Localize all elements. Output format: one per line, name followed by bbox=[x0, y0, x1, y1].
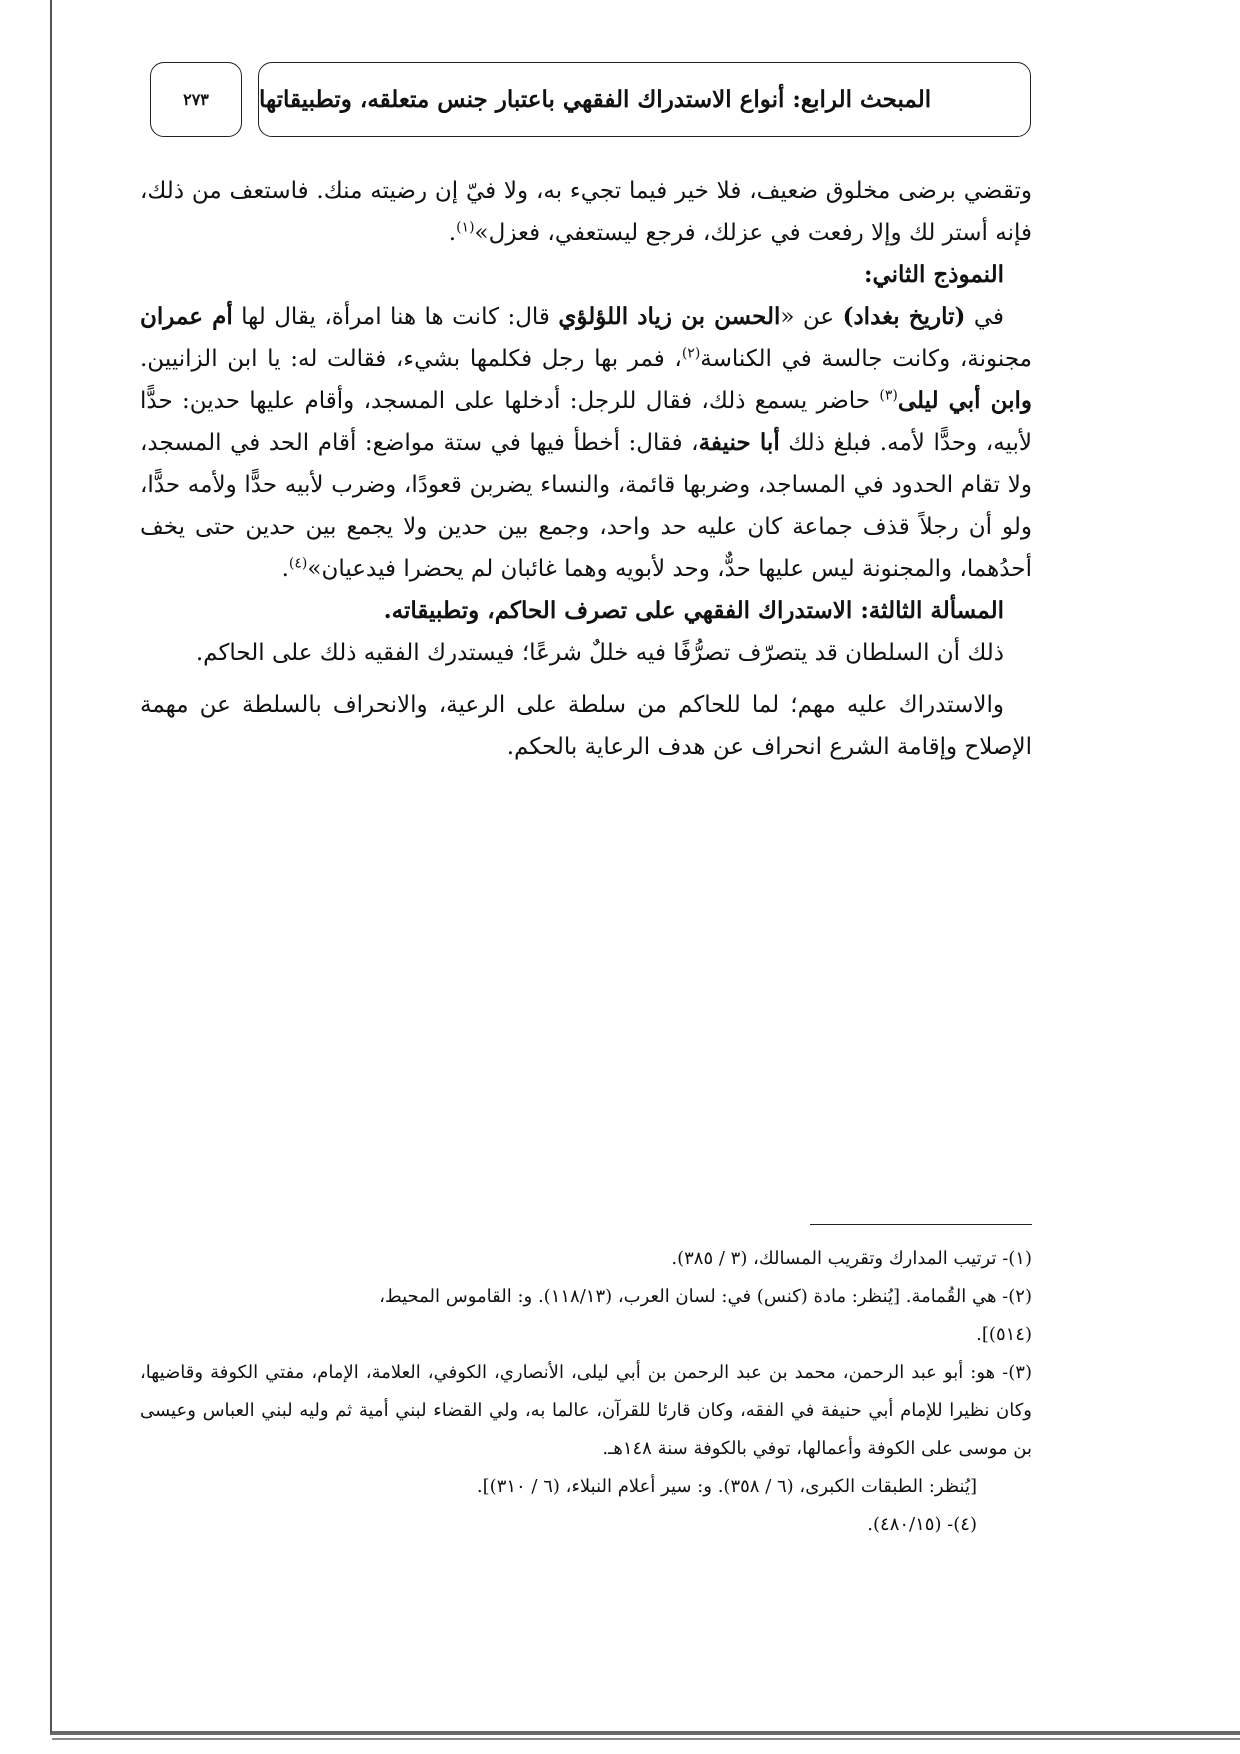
paragraph-3: ذلك أن السلطان قد يتصرّف تصرُّفًا فيه خللٌ شرعًا؛ فيستدرك الفقيه ذلك على الحاكم. bbox=[195, 640, 1004, 666]
paragraph-2-part-e: ، فمر بها رجل فكلمها بشيء، فقالت له: يا ابن الزانيين. bbox=[140, 346, 682, 372]
footnote-3-references: [يُنظر: الطبقات الكبرى، (٦ / ٣٥٨). و: سير أعلام النبلاء، (٦ / ٣١٠)]. bbox=[476, 1476, 977, 1497]
footnote-ref-4: (٤) bbox=[288, 555, 308, 572]
paragraph-2-part-g: ، فقال: أخطأ فيها في ستة مواضع: أقام الحد في المسجد، ولا تقام الحدود في المساجد، وضربها قائمة، والنساء يضربن قعودًا، وضرب لأبيه حدًّا ولأمه حدًّا، ولو أن رجلاً قذف جماعة كان عليه حد واحد، وجمع بين حدين ولا يجمع بين حدين حتى يخف أحدُهما، والمجنونة ليس عليها حدٌّ، وحد لأبويه وهما غائبان لم يحضرا فيدعيان» bbox=[140, 430, 1032, 582]
heading-model-2: النموذج الثاني: bbox=[863, 261, 1004, 288]
paragraph-2-end: . bbox=[281, 556, 289, 582]
footnotes bbox=[140, 1240, 1032, 1544]
footnote-ref-2: (٢) bbox=[681, 345, 701, 362]
running-header bbox=[258, 62, 1031, 137]
source-title: (تاريخ بغداد) bbox=[842, 303, 966, 330]
person-name-2: أم عمران bbox=[140, 303, 233, 330]
page-number bbox=[150, 62, 242, 137]
paragraph-2-part-a: في bbox=[965, 304, 1004, 330]
footnote-ref-1: (١) bbox=[456, 219, 475, 236]
paragraph-1 bbox=[140, 170, 1032, 254]
footnote-3: (٣)- هو: أبو عبد الرحمن، محمد بن عبد الرحمن بن أبي ليلى، الأنصاري، الكوفي، العلامة، الإمام، مفتي الكوفة وقاضيها، وكان نظيرا للإمام أبي حنيفة في الفقه، وكان قارئا للقرآن، عالما به، ولي القضاء لبني أمية ثم وليه لبني العباس وعيسى بن موسى على الكوفة وأعمالها، توفي بالكوفة سنة ١٤٨هـ. bbox=[140, 1362, 1032, 1459]
page-number-text: ٢٧٣ bbox=[183, 90, 209, 109]
footnote-4: (٤)- (٤٨٠/١٥). bbox=[867, 1514, 977, 1535]
person-name-3: وابن أبي ليلى bbox=[897, 387, 1032, 414]
running-header-title: المبحث الرابع: أنواع الاستدراك الفقهي باعتبار جنس متعلقه، وتطبيقاتها bbox=[259, 86, 932, 113]
paragraph-2-part-b: عن « bbox=[780, 304, 843, 330]
paragraph-2-part-d: مجنونة، وكانت جالسة في الكناسة bbox=[700, 346, 1032, 372]
main-text bbox=[140, 170, 1032, 768]
paragraph-2-part-f: حاضر يسمع ذلك، فقال للرجل: أدخلها على المسجد، وأقام عليها حدين: حدًّا لأبيه، وحدًّا لأمه. فبلغ ذلك bbox=[140, 388, 1032, 456]
footnote-2: (٢)- هي القُمامة. [يُنظر: مادة (كنس) في: لسان العرب، (١١٨/١٣). و: القاموس المحيط، bbox=[379, 1286, 1032, 1307]
footnote-1: (١)- ترتيب المدارك وتقريب المسالك، (٣ / ٣٨٥). bbox=[671, 1248, 1032, 1269]
paragraph-1-end: . bbox=[448, 220, 457, 246]
spacer bbox=[140, 674, 1032, 684]
paragraph-2-part-c: قال: كانت ها هنا امرأة، يقال لها bbox=[232, 304, 559, 330]
person-name-1: الحسن بن زياد اللؤلؤي bbox=[558, 303, 781, 330]
paragraph-4: والاستدراك عليه مهم؛ لما للحاكم من سلطة على الرعية، والانحراف بالسلطة عن مهمة الإصلاح وإقامة الشرع انحراف عن هدف الرعاية بالحكم. bbox=[140, 692, 1032, 760]
footnote-divider bbox=[810, 1224, 1032, 1225]
heading-issue-3: المسألة الثالثة: الاستدراك الفقهي على تصرف الحاكم، وتطبيقاته. bbox=[383, 597, 1004, 624]
person-name-4: أبا حنيفة bbox=[698, 429, 780, 456]
paragraph-1-text: وتقضي برضى مخلوق ضعيف، فلا خير فيما تجيء به، ولا فيّ إن رضيته منك. فاستعف من ذلك، فإنه أستر لك وإلا رفعت في عزلك، فرجع ليستعفي، فعزل» bbox=[140, 178, 1032, 246]
paragraph-2 bbox=[140, 296, 1032, 590]
footnote-ref-3: (٣) bbox=[879, 387, 898, 404]
footnote-2-continued: (٥١٤)]. bbox=[976, 1324, 1032, 1345]
